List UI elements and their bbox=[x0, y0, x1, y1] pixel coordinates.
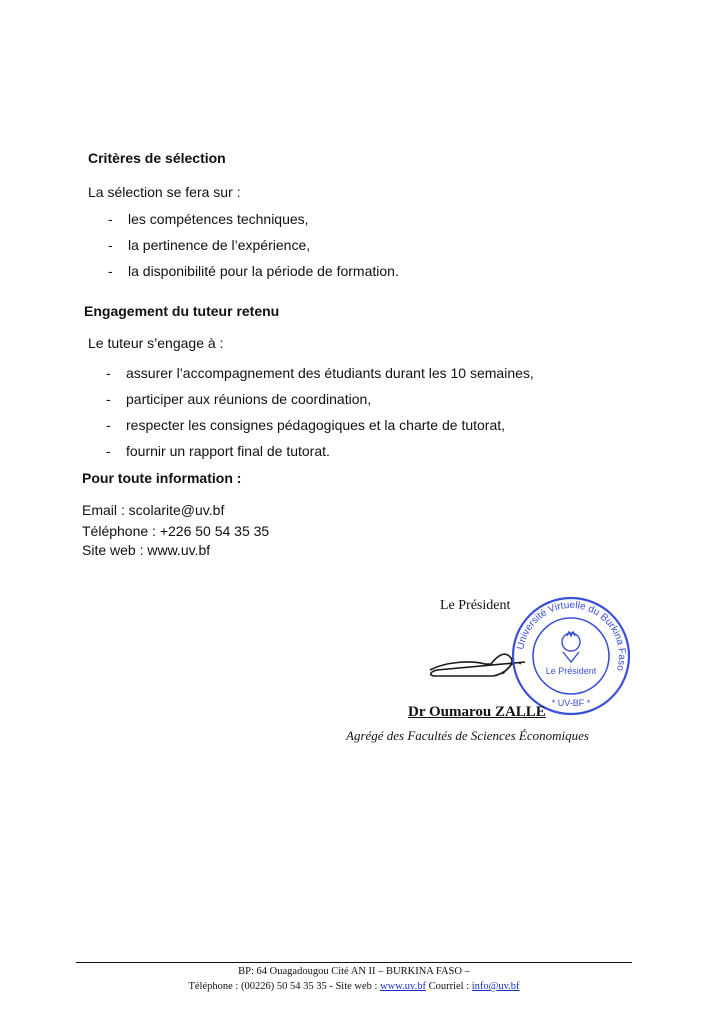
info-heading: Pour toute information : bbox=[82, 470, 242, 486]
footer-email-link[interactable]: info@uv.bf bbox=[471, 981, 520, 992]
stamp-bottom-text: * UV-BF * bbox=[551, 698, 591, 708]
footer-contact bbox=[76, 981, 632, 992]
footer-phone: Téléphone : (00226) 50 54 35 35 - Site web : bbox=[188, 981, 378, 992]
footer-address: BP: 64 Ouagadougou Cité AN II – BURKINA FASO – bbox=[238, 966, 470, 977]
footer-divider bbox=[76, 962, 632, 963]
engagement-intro: Le tuteur s’engage à : bbox=[88, 335, 224, 351]
list-item: - la disponibilité pour la période de formation. bbox=[108, 258, 399, 284]
footer-website-link[interactable]: www.uv.bf bbox=[380, 981, 426, 992]
list-item: - les compétences techniques, bbox=[108, 206, 399, 232]
list-item: - participer aux réunions de coordination, bbox=[106, 386, 534, 412]
stamp-inner-ring bbox=[533, 618, 609, 694]
selection-list bbox=[108, 206, 399, 284]
engagement-heading: Engagement du tuteur retenu bbox=[84, 303, 280, 319]
stamp-center-text: Le Président bbox=[545, 666, 597, 676]
signatory-title: Agrégé des Facultés de Sciences Économiques bbox=[346, 728, 589, 743]
signatory-name: Dr Oumarou ZALLE bbox=[408, 704, 546, 720]
signature-role: Le Président bbox=[440, 598, 511, 613]
list-item: - assurer l’accompagnement des étudiants durant les 10 semaines, bbox=[106, 360, 534, 386]
info-phone: Téléphone : +226 50 54 35 35 bbox=[82, 523, 270, 539]
selection-heading: Critères de sélection bbox=[88, 150, 226, 166]
list-item: - fournir un rapport final de tutorat. bbox=[106, 438, 534, 464]
info-email: Email : scolarite@uv.bf bbox=[82, 502, 225, 518]
info-website: Site web : www.uv.bf bbox=[82, 542, 211, 558]
rooster-emblem-icon bbox=[562, 632, 580, 662]
engagement-list bbox=[106, 360, 534, 464]
official-stamp bbox=[507, 592, 635, 720]
footer-email-label: Courriel : bbox=[428, 981, 470, 992]
stamp-outer-ring bbox=[513, 598, 629, 714]
list-item: - respecter les consignes pédagogiques et la charte de tutorat, bbox=[106, 412, 534, 438]
selection-intro: La sélection se fera sur : bbox=[88, 184, 241, 200]
list-item: - la pertinence de l’expérience, bbox=[108, 232, 399, 258]
stamp-ring-text: Université Virtuelle du Burkina Faso bbox=[515, 599, 628, 673]
